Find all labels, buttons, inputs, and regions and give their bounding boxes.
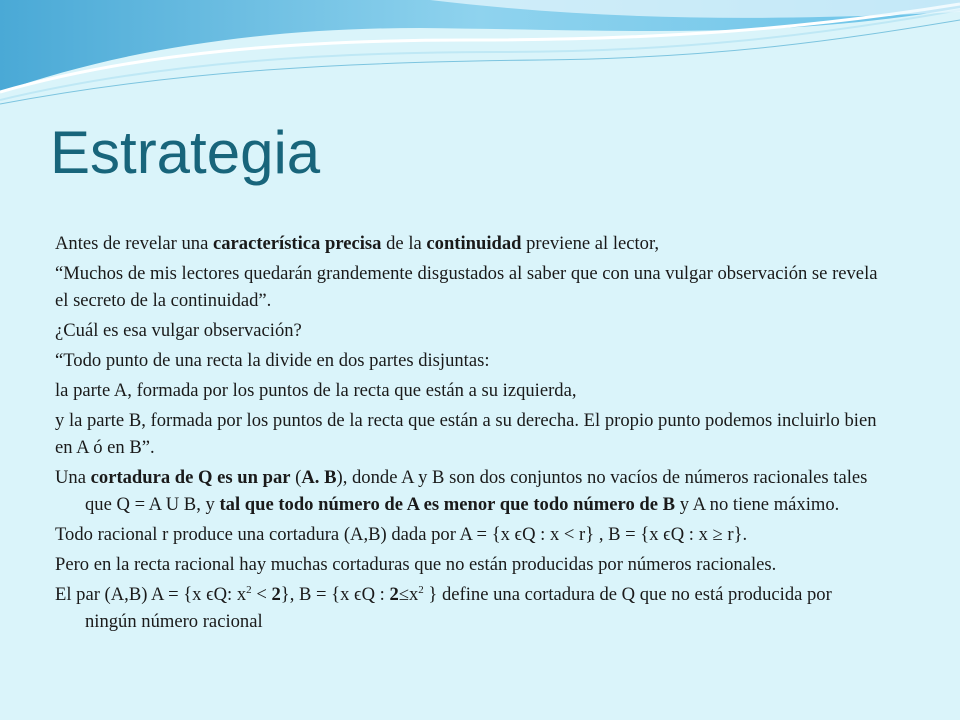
slide-body	[55, 230, 885, 638]
paragraph-parte-b: y la parte B, formada por los puntos de la recta que están a su derecha. El propio punto podemos incluirlo bien en A ó en B”.	[55, 410, 877, 458]
paragraph-question: ¿Cuál es esa vulgar observación?	[55, 320, 302, 341]
paragraph-cortadura-def: Una cortadura de Q es un par (A. B), donde A y B son dos conjuntos no vacíos de números racionales tales que Q = A U B, y tal que todo número de A es menor que todo número de B y A no tiene máximo.	[55, 467, 868, 515]
header-wave-decoration	[0, 0, 960, 120]
paragraph-par: El par (A,B) A = {x ϵQ: $x^2 < 2$}, B = {x ϵQ : $2\le x^2$ } define una cortadura de Q que no está producida por ningún número racional	[55, 583, 832, 632]
paragraph-racional: Todo racional r produce una cortadura (A,B) dada por A = {x ϵQ : x < r} , B = {x ϵQ : x ≥ r}.	[55, 524, 748, 545]
paragraph-recta: “Todo punto de una recta la divide en dos partes disjuntas:	[55, 350, 490, 371]
paragraph-recta-racional: Pero en la recta racional hay muchas cortaduras que no están producidas por números racionales.	[55, 554, 777, 575]
slide-title: Estrategia	[50, 119, 321, 186]
paragraph-intro: Antes de revelar una característica precisa de la continuidad previene al lector,	[55, 233, 660, 254]
paragraph-quote: “Muchos de mis lectores quedarán grandemente disgustados al saber que con una vulgar observación se revela el secreto de la continuidad”.	[55, 263, 878, 311]
paragraph-parte-a: la parte A, formada por los puntos de la recta que están a su izquierda,	[55, 380, 577, 401]
